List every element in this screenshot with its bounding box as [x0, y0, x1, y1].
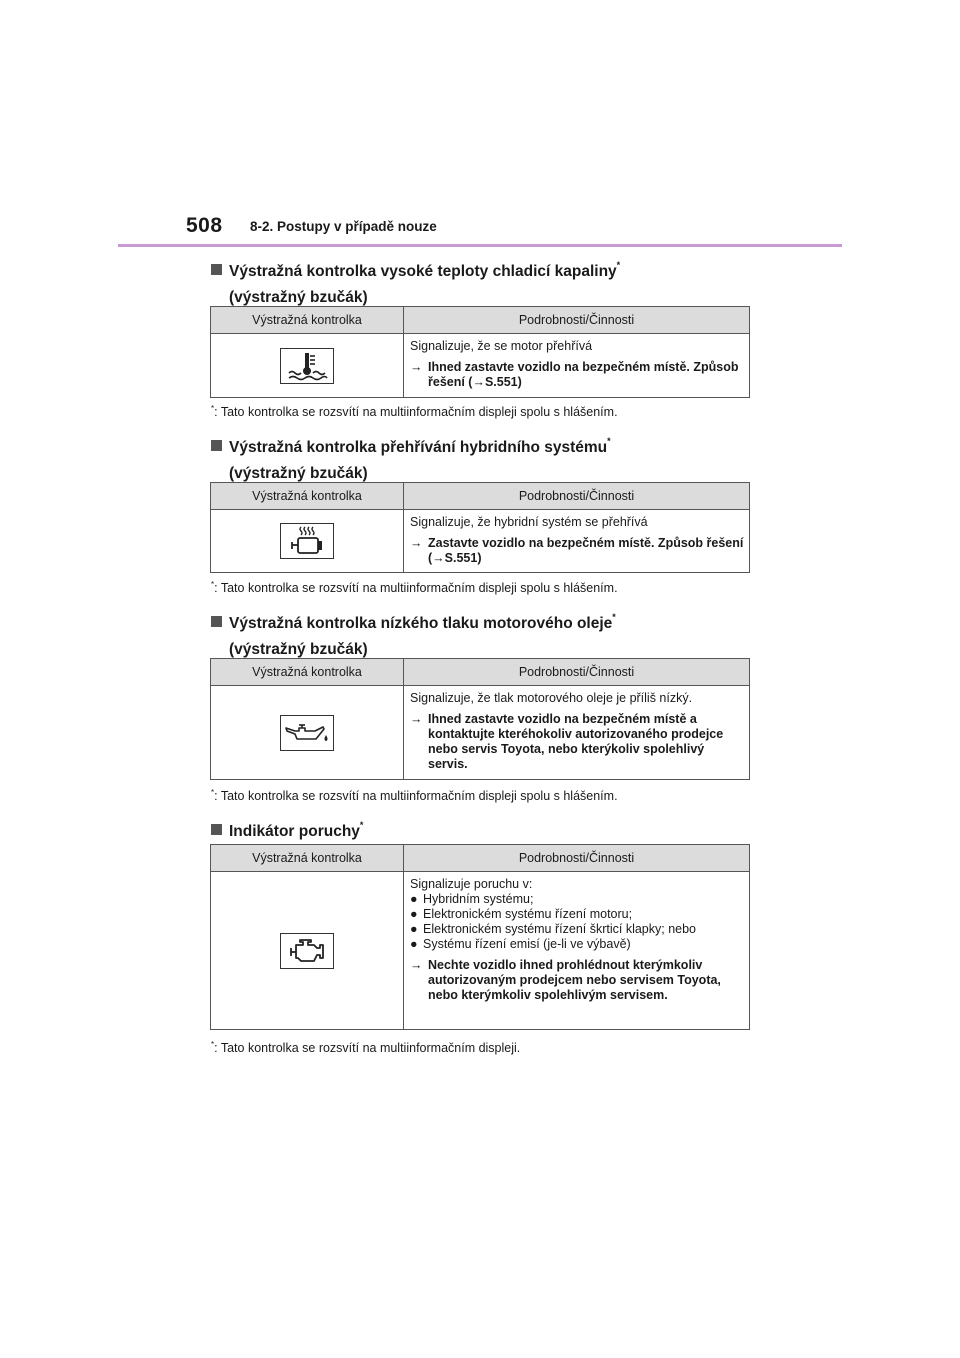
hybrid-system-overheat-icon	[280, 523, 334, 559]
section-title-text: Výstražná kontrolka přehřívání hybridního systému	[229, 439, 608, 456]
list-item	[410, 937, 744, 952]
description-text: Signalizuje poruchu v:	[410, 877, 533, 891]
footnote-marker: *	[211, 580, 215, 589]
warning-table-hybrid	[210, 482, 750, 573]
column-header-indicator: Výstražná kontrolka	[211, 845, 404, 872]
page-number: 508	[186, 214, 223, 237]
column-header-details: Podrobnosti/Činnosti	[404, 845, 750, 872]
column-header-indicator: Výstražná kontrolka	[211, 659, 404, 686]
footnote	[211, 1040, 520, 1055]
description-text: Signalizuje, že tlak motorového oleje je příliš nízký.	[410, 691, 693, 705]
oil-pressure-icon	[280, 715, 334, 751]
action-text: Nechte vozidlo ihned prohlédnout kterýmkoliv autorizovaným prodejcem nebo servisem Toyota, nebo kterýmkoliv spolehlivým servisem.	[428, 958, 721, 1002]
header-rule	[118, 244, 842, 247]
column-header-details: Podrobnosti/Činnosti	[404, 307, 750, 334]
column-header-details: Podrobnosti/Činnosti	[404, 483, 750, 510]
footnote-text: : Tato kontrolka se rozsvítí na multiinformačním displeji.	[214, 1041, 521, 1056]
chapter-title: 8-2. Postupy v případě nouze	[250, 219, 437, 234]
section-subtitle: (výstražný bzučák)	[229, 641, 368, 658]
section-title-hybrid	[211, 428, 611, 487]
arrow-icon: →	[410, 360, 423, 374]
footnote-marker: *	[211, 404, 215, 413]
coolant-temperature-icon	[280, 348, 334, 384]
details-cell	[404, 510, 750, 573]
arrow-icon: →	[410, 712, 423, 726]
action-text: Ihned zastavte vozidlo na bezpečném místě a kontaktujte kteréhokoliv autorizovaného prodejce nebo servis Toyota, nebo kterýkoliv spolehlivý servis.	[428, 712, 724, 771]
indicator-cell	[211, 510, 404, 573]
footnote-marker: *	[607, 436, 611, 446]
column-header-details: Podrobnosti/Činnosti	[404, 659, 750, 686]
footnote	[211, 404, 618, 419]
indicator-cell	[211, 872, 404, 1030]
footnote-marker: *	[211, 1040, 215, 1049]
section-subtitle: (výstražný bzučák)	[229, 289, 368, 306]
warning-table-coolant	[210, 306, 750, 398]
section-title-text: Výstražná kontrolka vysoké teploty chladicí kapaliny	[229, 263, 617, 280]
footnote	[211, 580, 618, 595]
action-row	[410, 712, 744, 772]
footnote-marker: *	[612, 612, 616, 622]
footnote-text: : Tato kontrolka se rozsvítí na multiinformačním displeji spolu s hlášením.	[214, 789, 618, 804]
action-text: Ihned zastavte vozidlo na bezpečném místě. Způsob řešení (→S.551)	[428, 360, 739, 389]
bullet-text: Elektronickém systému řízení škrticí klapky; nebo	[423, 922, 697, 936]
bullet-icon: ●	[410, 907, 418, 921]
section-square-icon	[211, 824, 222, 835]
section-square-icon	[211, 264, 222, 275]
warning-table-oil	[210, 658, 750, 780]
arrow-icon: →	[410, 958, 423, 972]
section-square-icon	[211, 440, 222, 451]
footnote-marker: *	[359, 820, 364, 830]
details-cell	[404, 872, 750, 1030]
action-row	[410, 360, 744, 390]
footnote-text: : Tato kontrolka se rozsvítí na multiinformačním displeji spolu s hlášením.	[214, 405, 618, 420]
bullet-text: Hybridním systému;	[423, 892, 534, 906]
action-row	[410, 958, 744, 1003]
section-square-icon	[211, 616, 222, 627]
footnote-marker: *	[616, 260, 621, 270]
footnote	[211, 788, 618, 803]
footnote-marker: *	[211, 788, 215, 797]
section-title-malfunction	[211, 812, 363, 845]
bullet-icon: ●	[410, 937, 418, 951]
details-cell	[404, 334, 750, 398]
column-header-indicator: Výstražná kontrolka	[211, 307, 404, 334]
indicator-cell	[211, 334, 404, 398]
indicator-cell	[211, 686, 404, 780]
footnote-text: : Tato kontrolka se rozsvítí na multiinformačním displeji spolu s hlášením.	[214, 581, 618, 596]
check-engine-icon	[280, 933, 334, 969]
section-title-coolant	[211, 252, 620, 311]
column-header-indicator: Výstražná kontrolka	[211, 483, 404, 510]
warning-table-malfunction	[210, 844, 750, 1030]
arrow-icon: →	[410, 536, 423, 550]
details-cell	[404, 686, 750, 780]
section-title-text: Výstražná kontrolka nízkého tlaku motorového oleje	[229, 615, 613, 632]
bullet-text: Systému řízení emisí (je-li ve výbavě)	[423, 937, 631, 951]
description-text: Signalizuje, že hybridní systém se přehřívá	[410, 515, 648, 529]
list-item	[410, 922, 744, 937]
action-row	[410, 536, 744, 566]
list-item	[410, 907, 744, 922]
section-subtitle: (výstražný bzučák)	[229, 465, 368, 482]
bullet-icon: ●	[410, 922, 418, 936]
bullet-text: Elektronickém systému řízení motoru;	[423, 907, 633, 921]
section-title-text: Indikátor poruchy	[229, 823, 360, 840]
action-text: Zastavte vozidlo na bezpečném místě. Způsob řešení (→S.551)	[428, 536, 744, 565]
list-item	[410, 892, 744, 907]
description-text: Signalizuje, že se motor přehřívá	[410, 339, 593, 353]
section-title-oil	[211, 604, 616, 663]
bullet-icon: ●	[410, 892, 418, 906]
